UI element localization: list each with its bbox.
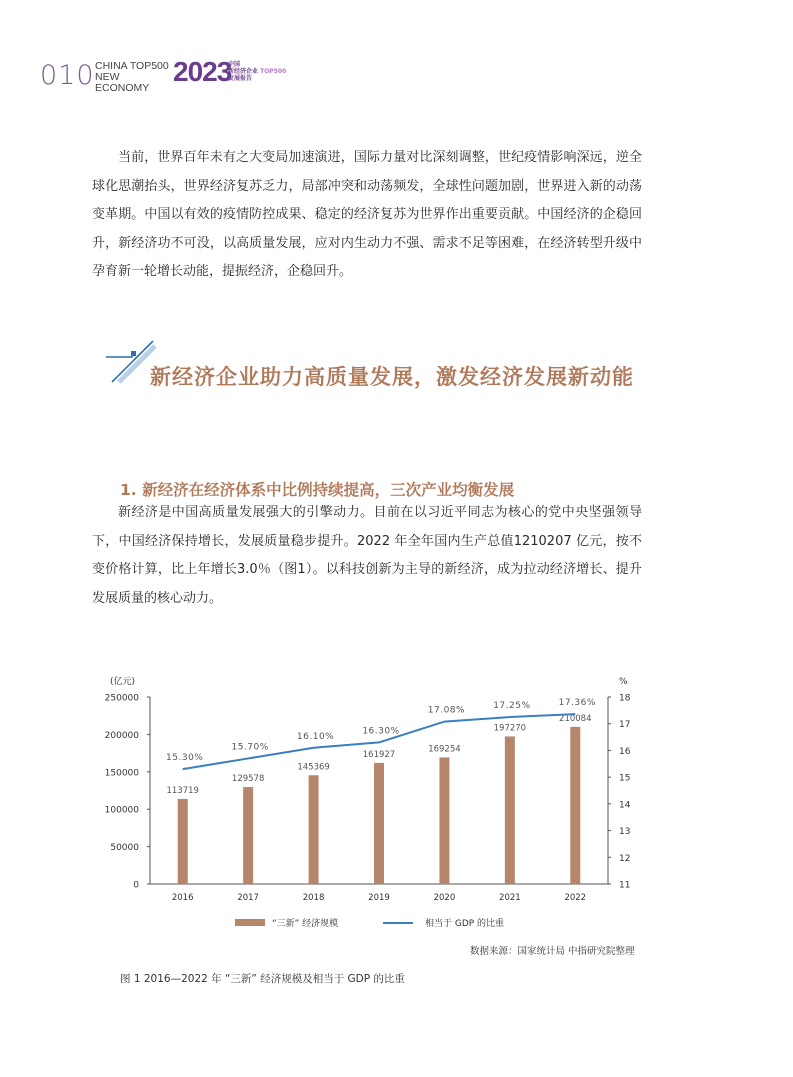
report-year: 2023 bbox=[173, 56, 232, 87]
line-value-label: 16.30% bbox=[362, 726, 400, 737]
brand-english bbox=[95, 61, 175, 94]
bar-value-label: 145369 bbox=[297, 762, 330, 773]
line-value-label: 15.70% bbox=[231, 742, 269, 753]
bar-value-label: 210084 bbox=[559, 713, 592, 724]
bar-value-label: 161927 bbox=[362, 749, 396, 760]
line-value-label: 17.36% bbox=[558, 698, 596, 709]
intro-paragraph: 当前，世界百年未有之大变局加速演进，国际力量对比深刻调整，世纪疫情影响深远，逆全球化思潮抬头，世界经济复苏乏力，局部冲突和动荡频发，全球性问题加剧，世界进入新的动荡变革期。中国以有效的疫情防控成果、稳定的经济复苏为世界作出重要贡献。中国经济的企稳回升，新经济功不可没，以高质量发展，应对内生动力不强、需求不足等困难，在经济转型升级中孕育新一轮增长动能，提振经济，企稳回升。 bbox=[92, 150, 642, 279]
subsection-title: 1. 新经济在经济体系中比例持续提高，三次产业均衡发展 bbox=[120, 481, 515, 499]
right-tick-label: 18 bbox=[619, 693, 631, 704]
right-tick-label: 12 bbox=[619, 853, 631, 864]
bar bbox=[439, 757, 449, 884]
legend-bar-swatch bbox=[235, 919, 265, 926]
line-value-label: 17.25% bbox=[493, 701, 531, 712]
x-tick-label: 2018 bbox=[302, 893, 325, 903]
report-name-line2: 新经济企业 bbox=[228, 68, 259, 75]
body-paragraph: 新经济是中国高质量发展强大的引擎动力。目前在以习近平同志为核心的党中央坚强领导下，中国经济保持增长，发展质量稳步提升。2022 年全年国内生产总值1210207 亿元，按不变价格计算，比上年增长3.0％（图1）。以科技创新为主导的新经济，成为拉动经济增长、提升发展质量的核心动力。 bbox=[92, 505, 642, 606]
right-tick-label: 17 bbox=[619, 720, 631, 731]
gdp-share-chart bbox=[100, 665, 645, 965]
right-tick-label: 11 bbox=[619, 880, 631, 891]
x-tick-label: 2016 bbox=[171, 893, 194, 903]
line-value-label: 17.08% bbox=[427, 705, 466, 716]
figure-caption: 图 1 2016—2022 年 “三新” 经济规模及相当于 GDP 的比重 bbox=[120, 973, 405, 985]
x-tick-label: 2017 bbox=[237, 893, 259, 903]
right-tick-label: 15 bbox=[619, 773, 631, 784]
x-tick-label: 2022 bbox=[564, 893, 587, 903]
right-tick-label: 14 bbox=[619, 800, 631, 811]
x-tick-label: 2020 bbox=[433, 893, 456, 903]
line-value-label: 16.10% bbox=[296, 731, 335, 742]
left-tick-label: 250000 bbox=[104, 693, 139, 704]
bar-value-label: 169254 bbox=[428, 744, 461, 755]
left-tick-label: 50000 bbox=[110, 843, 139, 854]
brand-line1: CHINA TOP500 bbox=[95, 60, 169, 72]
bar bbox=[243, 787, 253, 884]
chart-svg bbox=[100, 665, 645, 935]
right-tick-label: 13 bbox=[619, 827, 631, 838]
left-tick-label: 200000 bbox=[104, 730, 139, 741]
line-value-label: 15.30% bbox=[166, 753, 204, 764]
legend-line-label: 相当于 GDP 的比重 bbox=[425, 919, 505, 929]
bar bbox=[505, 736, 515, 884]
x-tick-label: 2021 bbox=[499, 893, 521, 903]
left-tick-label: 0 bbox=[133, 880, 139, 891]
left-tick-label: 150000 bbox=[104, 768, 139, 779]
bar bbox=[309, 775, 319, 884]
left-tick-label: 100000 bbox=[104, 805, 139, 816]
bar bbox=[570, 727, 580, 884]
report-name-line3: 发展报告 bbox=[228, 75, 253, 82]
section-title: 新经济企业助力高质量发展，激发经济发展新动能 bbox=[150, 365, 634, 389]
bar-value-label: 113719 bbox=[166, 785, 199, 796]
right-axis-unit: % bbox=[619, 677, 628, 687]
bar bbox=[178, 799, 188, 884]
bar-value-label: 197270 bbox=[493, 723, 527, 734]
legend-bar-label: “三新” 经济规模 bbox=[272, 919, 339, 929]
report-name-tag: TOP500 bbox=[260, 68, 287, 75]
source-note: 数据来源：国家统计局 中指研究院整理 bbox=[470, 946, 635, 957]
report-name-line1: 中国 bbox=[228, 61, 241, 68]
report-name-cn bbox=[228, 61, 298, 82]
brand-line2: NEW ECONOMY bbox=[95, 71, 150, 94]
x-tick-label: 2019 bbox=[368, 893, 390, 903]
bar bbox=[374, 763, 384, 884]
page-number: 010 bbox=[40, 60, 95, 91]
bar-value-label: 129578 bbox=[231, 774, 265, 785]
left-axis-unit: (亿元) bbox=[110, 677, 136, 687]
right-tick-label: 16 bbox=[619, 746, 631, 757]
